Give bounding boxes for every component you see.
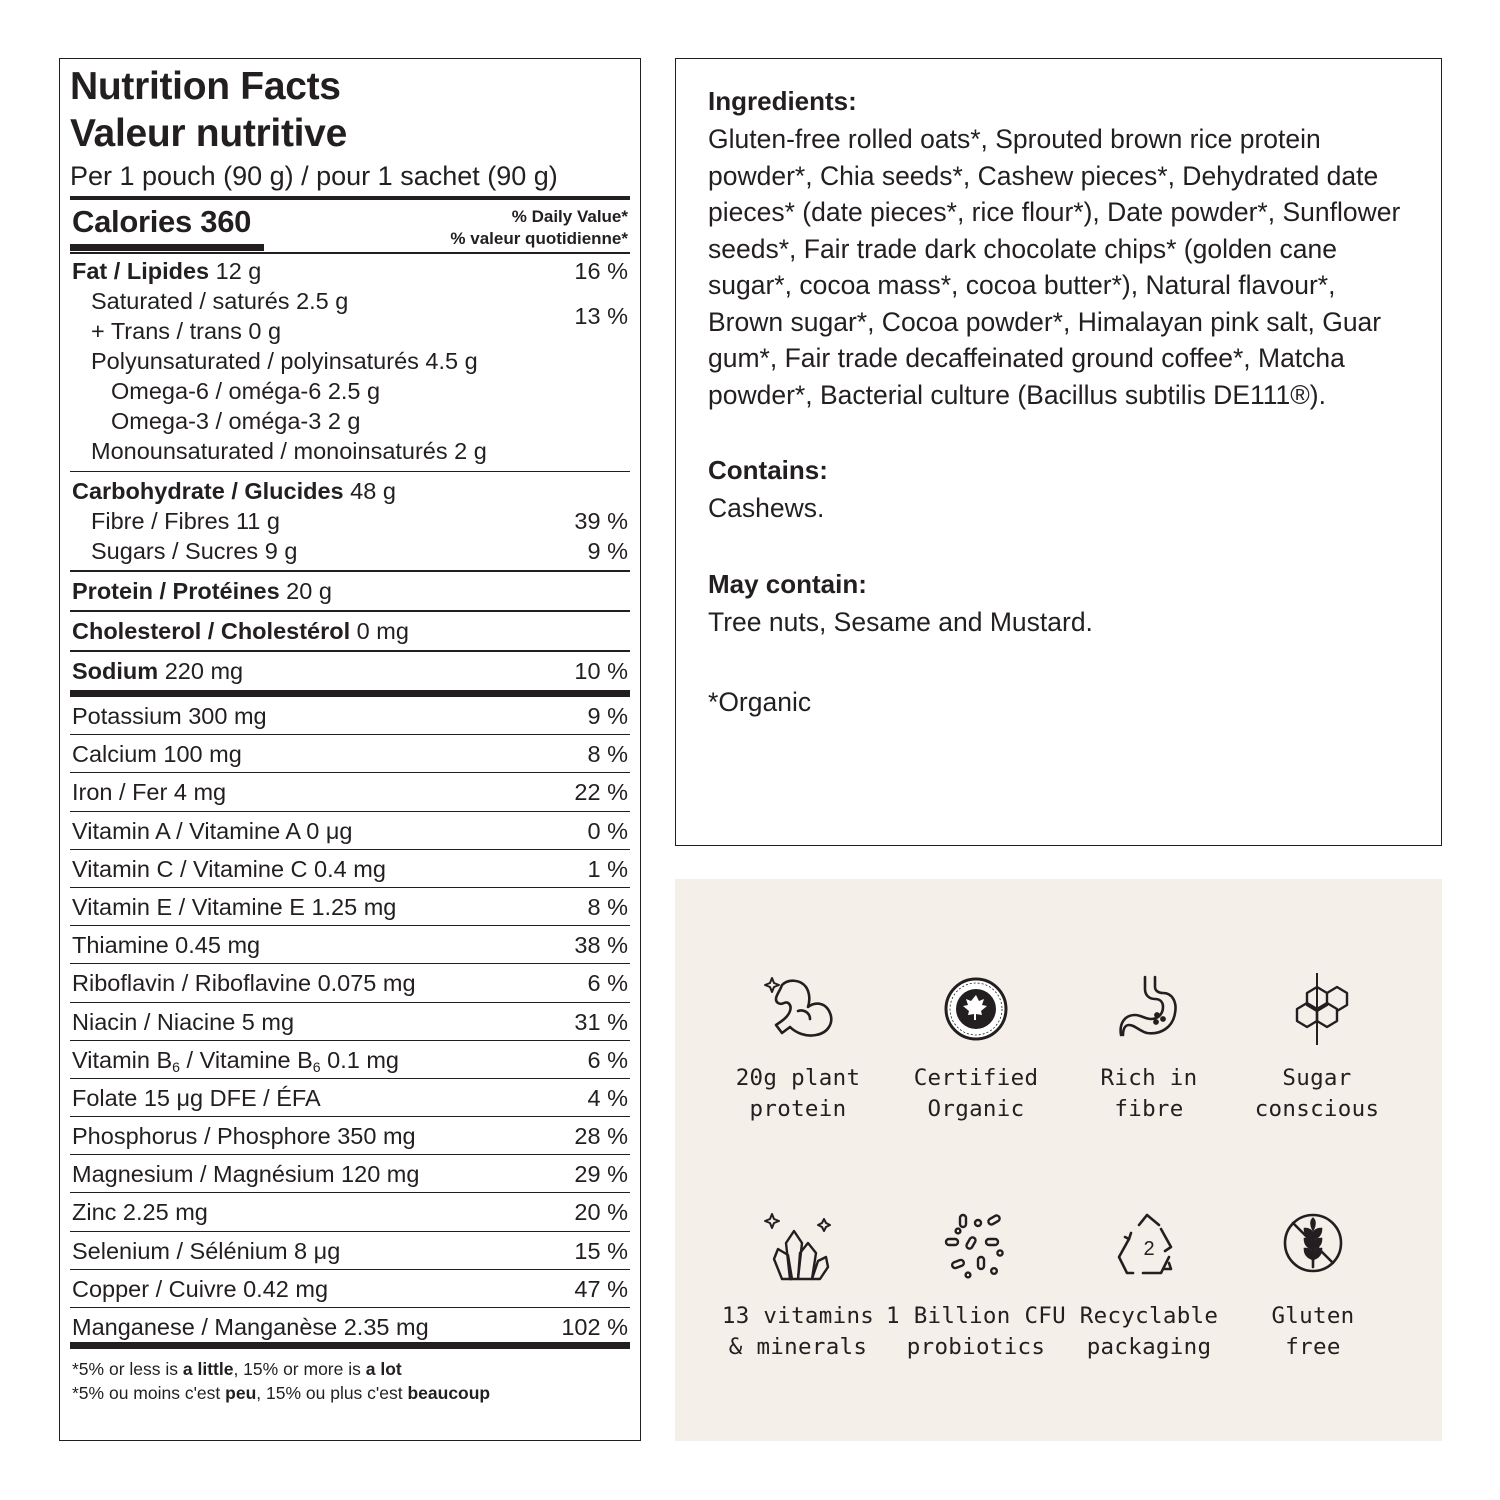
fat-dv: 16 % bbox=[574, 257, 628, 284]
feature-recyclable bbox=[1054, 1209, 1244, 1363]
stomach-icon bbox=[1111, 971, 1187, 1047]
nutrient-dv: 9 % bbox=[587, 703, 628, 729]
nutrient-label: Potassium 300 mg bbox=[72, 703, 267, 729]
nutrient-dv: 8 % bbox=[587, 893, 628, 920]
feature-plant-protein bbox=[703, 971, 893, 1125]
vitamins-minerals-list bbox=[70, 697, 630, 1349]
nutrient-label: Folate 15 μg DFE / ÉFA bbox=[72, 1084, 321, 1111]
nutrient-label: Zinc 2.25 mg bbox=[72, 1199, 208, 1226]
feature-sugar-conscious bbox=[1222, 971, 1412, 1125]
sodium-label: Sodium bbox=[72, 658, 159, 684]
nutrient-label: Vitamin A / Vitamine A 0 μg bbox=[72, 817, 353, 844]
nutrient-dv: 1 % bbox=[587, 855, 628, 882]
saturated-row: Saturated / saturés 2.5 g bbox=[91, 287, 349, 314]
nutrient-dv: 28 % bbox=[574, 1123, 628, 1150]
cholesterol-amount: 0 mg bbox=[356, 618, 409, 644]
daily-value-footnote bbox=[70, 1357, 630, 1405]
may-contain-text: Tree nuts, Sesame and Mustard. bbox=[708, 606, 1093, 637]
nutrient-row-phosphorus bbox=[70, 1117, 630, 1155]
fibre-label: Fibre / Fibres 11 g bbox=[91, 508, 280, 534]
carbohydrate-amount: 48 g bbox=[350, 478, 396, 504]
nutrient-row-vitamin-c bbox=[70, 850, 630, 888]
nutrient-row-riboflavin bbox=[70, 964, 630, 1002]
feature-rich-in-fibre bbox=[1054, 971, 1244, 1125]
nutrient-row-vitamin-a bbox=[70, 812, 630, 850]
polyunsaturated-row: Polyunsaturated / polyinsaturés 4.5 g bbox=[91, 347, 478, 374]
sodium-dv: 10 % bbox=[574, 658, 628, 684]
heavy-divider bbox=[70, 690, 630, 697]
may-contain-heading: May contain: bbox=[708, 568, 867, 599]
nutrient-row-thiamine bbox=[70, 926, 630, 964]
trans-row: + Trans / trans 0 g bbox=[91, 317, 282, 344]
daily-value-header-en: % Daily Value* bbox=[511, 207, 628, 226]
feature-probiotics bbox=[881, 1209, 1071, 1363]
feature-label: 13 vitamins & minerals bbox=[721, 1303, 875, 1360]
nutrient-dv: 6 % bbox=[587, 1046, 628, 1073]
feature-label: Rich in fibre bbox=[1100, 1065, 1198, 1122]
nutrient-label: Thiamine 0.45 mg bbox=[72, 932, 261, 959]
organic-note: *Organic bbox=[708, 687, 812, 717]
nutrient-label: Riboflavin / Riboflavine 0.075 mg bbox=[72, 970, 416, 997]
nutrient-dv: 0 % bbox=[587, 817, 628, 844]
calories-label: Calories 360 bbox=[72, 204, 252, 239]
sugars-row bbox=[70, 536, 630, 566]
protein-row bbox=[70, 576, 630, 606]
calories-row bbox=[70, 200, 630, 252]
nutrient-row-zinc bbox=[70, 1193, 630, 1231]
flexed-arm-icon bbox=[760, 971, 836, 1047]
nutrient-label: Iron / Fer 4 mg bbox=[72, 779, 227, 806]
contains-heading: Contains: bbox=[708, 455, 828, 485]
feature-label: Gluten free bbox=[1271, 1303, 1355, 1360]
nutrient-row-iron bbox=[70, 773, 630, 811]
nutrient-row-magnesium bbox=[70, 1155, 630, 1193]
nutrient-label: Niacin / Niacine 5 mg bbox=[72, 1008, 295, 1035]
crystals-icon bbox=[760, 1209, 836, 1285]
nutrient-label: Calcium 100 mg bbox=[72, 741, 242, 768]
sugars-label: Sugars / Sucres 9 g bbox=[91, 538, 298, 564]
nutrient-dv: 6 % bbox=[587, 970, 628, 997]
nutrient-dv: 22 % bbox=[574, 779, 628, 806]
monounsaturated-row: Monounsaturated / monoinsaturés 2 g bbox=[91, 437, 487, 464]
fibre-row bbox=[70, 506, 630, 536]
sodium-row bbox=[70, 656, 630, 686]
features-panel bbox=[675, 879, 1442, 1441]
nutrient-label: Phosphorus / Phosphore 350 mg bbox=[72, 1123, 416, 1150]
protein-label: Protein / Protéines bbox=[72, 578, 280, 604]
nutrient-dv: 31 % bbox=[574, 1008, 628, 1035]
fat-row bbox=[70, 256, 630, 286]
nutrient-label: Selenium / Sélénium 8 μg bbox=[72, 1237, 341, 1264]
footnote-fr: *5% ou moins c'est peu, 15% ou plus c'est beaucoup bbox=[72, 1383, 491, 1403]
nutrient-row-niacin bbox=[70, 1003, 630, 1041]
protein-amount: 20 g bbox=[286, 578, 332, 604]
ingredients-text: Gluten-free rolled oats*, Sprouted brown rice protein powder*, Chia seeds*, Cashew pieces*, Dehydrated date pieces* (date pieces*, rice flour*), Date powder*, Sunflower seeds*, Fair trade dark chocolate chips* (golden cane sugar*, cocoa mass*, cocoa butter*), Natural flavour*, Brown sugar*, Cocoa powder*, Himalayan pink salt, Guar gum*, Fair trade decaffeinated ground coffee*, Matcha powder*, Bacterial culture (Bacillus subtilis DE111®). bbox=[708, 124, 1401, 410]
daily-value-header bbox=[450, 206, 628, 250]
feature-label: Certified Organic bbox=[913, 1065, 1039, 1122]
canada-organic-seal-icon bbox=[938, 971, 1014, 1047]
omega6-row: Omega-6 / oméga-6 2.5 g bbox=[111, 377, 381, 404]
nutrient-row-manganese bbox=[70, 1308, 630, 1349]
nutrient-dv: 20 % bbox=[574, 1199, 628, 1226]
feature-certified-organic bbox=[881, 971, 1071, 1125]
feature-label: Recyclable packaging bbox=[1079, 1303, 1219, 1360]
sugar-cubes-icon bbox=[1279, 971, 1355, 1047]
nutrient-label: Copper / Cuivre 0.42 mg bbox=[72, 1275, 329, 1302]
gluten-free-icon bbox=[1275, 1209, 1351, 1285]
nutrient-row-vitamin-b6 bbox=[70, 1041, 630, 1079]
nutrient-dv: 102 % bbox=[561, 1314, 628, 1340]
omega3-row: Omega-3 / oméga-3 2 g bbox=[111, 407, 361, 434]
nutrient-label: Vitamin $B_6$ / Vitamine $B_6$ 0.1 mg bbox=[72, 1046, 399, 1075]
fat-amount: 12 g bbox=[215, 257, 262, 284]
nutrient-label: Vitamin C / Vitamine C 0.4 mg bbox=[72, 855, 386, 882]
nutrient-row-selenium bbox=[70, 1232, 630, 1270]
nutrient-dv: 29 % bbox=[574, 1161, 628, 1188]
contains-text: Cashews. bbox=[708, 493, 825, 523]
feature-vitamins-minerals bbox=[703, 1209, 893, 1363]
nutrient-dv: 4 % bbox=[587, 1084, 628, 1111]
ingredients-box bbox=[675, 58, 1442, 846]
nutrient-dv: 8 % bbox=[587, 741, 628, 768]
nutrition-title-en: Nutrition Facts bbox=[70, 65, 341, 108]
feature-gluten-free bbox=[1218, 1209, 1408, 1363]
cholesterol-label: Cholesterol / Cholestérol bbox=[72, 618, 351, 644]
nutrient-dv: 38 % bbox=[574, 932, 628, 959]
nutrient-label: Vitamin E / Vitamine E 1.25 mg bbox=[72, 893, 397, 920]
footnote-en: *5% or less is a little, 15% or more is a lot bbox=[72, 1359, 402, 1379]
sugars-dv: 9 % bbox=[587, 538, 628, 564]
nutrient-dv: 47 % bbox=[574, 1275, 628, 1302]
feature-label: 20g plant protein bbox=[735, 1065, 861, 1122]
nutrient-dv: 15 % bbox=[574, 1237, 628, 1264]
nutrition-facts-table bbox=[59, 58, 641, 1441]
fibre-dv: 39 % bbox=[574, 508, 628, 534]
daily-value-header-fr: % valeur quotidienne* bbox=[450, 229, 628, 248]
svg-text:2: 2 bbox=[1143, 1238, 1155, 1260]
ingredients-heading: Ingredients: bbox=[708, 86, 857, 116]
nutrient-row-vitamin-e bbox=[70, 888, 630, 926]
probiotics-icon bbox=[938, 1209, 1014, 1285]
nutrient-row-folate bbox=[70, 1079, 630, 1117]
sat-trans-dv: 13 % bbox=[574, 302, 628, 329]
nutrient-label: Magnesium / Magnésium 120 mg bbox=[72, 1161, 420, 1188]
calories-underline bbox=[70, 244, 264, 251]
saturated-trans-group bbox=[70, 286, 630, 346]
recycle-2-icon bbox=[1111, 1209, 1187, 1285]
fat-label: Fat / Lipides bbox=[72, 257, 210, 284]
nutrient-row-potassium bbox=[70, 697, 630, 735]
nutrient-label: Manganese / Manganèse 2.35 mg bbox=[72, 1314, 429, 1340]
carbohydrate-row bbox=[70, 476, 630, 506]
nutrient-row-calcium bbox=[70, 735, 630, 773]
serving-size: Per 1 pouch (90 g) / pour 1 sachet (90 g) bbox=[70, 161, 558, 191]
nutrient-row-copper bbox=[70, 1270, 630, 1308]
sodium-amount: 220 mg bbox=[164, 658, 244, 684]
feature-label: Sugar conscious bbox=[1254, 1065, 1380, 1122]
carbohydrate-label: Carbohydrate / Glucides bbox=[72, 478, 344, 504]
feature-label: 1 Billion CFU probiotics bbox=[886, 1303, 1066, 1360]
cholesterol-row bbox=[70, 616, 630, 646]
nutrition-title-fr: Valeur nutritive bbox=[70, 112, 347, 155]
